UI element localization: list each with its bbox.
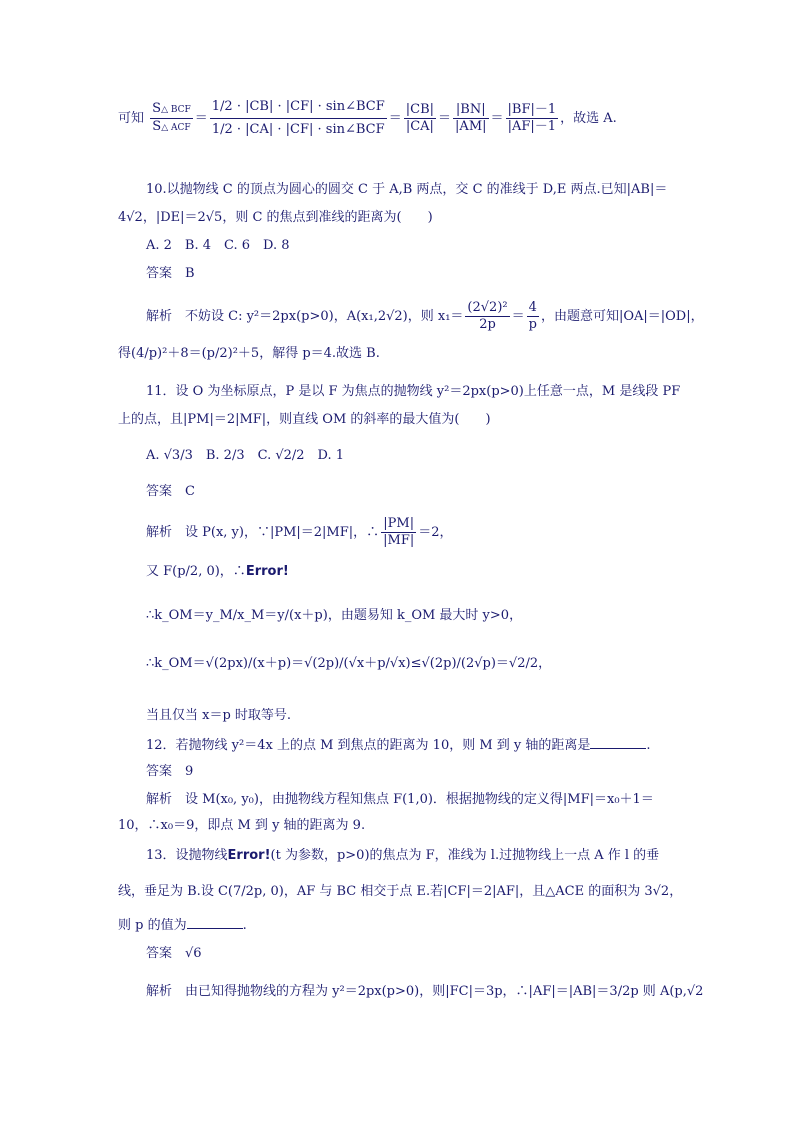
bn-am-fraction: $\frac{|BN|}{|AM|}$ bbox=[455, 102, 487, 134]
bf-af-fraction: $\frac{|BF|-1}{|AF|-1}$ bbox=[507, 102, 557, 134]
q12-solution-line1: 解析 设 M(x₀, y₀)，由抛物线方程知焦点 F(1,0)．根据抛物线的定义得|MF|＝x₀＋1＝ bbox=[146, 792, 654, 807]
cb-ca-fraction: $\frac{|CB|}{|CA|}$ bbox=[405, 102, 435, 134]
pm-mf-fraction: $\frac{|PM|}{|MF|}$ bbox=[383, 516, 415, 548]
q12-answer: 答案 9 bbox=[146, 764, 194, 779]
q12-stem-line1: 12．若抛物线 y²＝4x 上的点 M 到焦点的距离为 10，则 M 到 y 轴的距离是 . bbox=[146, 738, 651, 753]
q10-solution-line1: 解析 不妨设 C: y²＝2px(p>0)，A(x₁,2√2)，则 x₁＝ $\frac{\text{(2√2)²}}{2p}$ ＝ $\frac{4}{p}$ ，由题意可知|OA|＝|OD|， bbox=[146, 300, 704, 332]
q11-solution-line2: 又 F(p/2, 0)，∴Error! bbox=[146, 564, 289, 579]
q11-options: A. √3/3 B. 2/3 C. √2/2 D. 1 bbox=[146, 448, 345, 463]
q11-stem-line1: 11．设 O 为坐标原点，P 是以 F 为焦点的抛物线 y²＝2px(p>0)上任意一点，M 是线段 PF bbox=[146, 384, 681, 399]
answer-blank bbox=[187, 916, 243, 929]
ratio-derivation-line: 可知 $\frac{\text{S△ BCF}}{\text{S△ ACF}}$ ＝ $\frac{\text{1/2 · |CB| · |CF| · sin∠BCF}}{\text{1/2 · |CA| · |CF| · sin∠BCF}}$ ＝ $\frac{|CB|}{|CA|}$ ＝ $\frac{|BN|}{|AM|}$ ＝ $\frac{|BF|-1}{|AF|-1}$ ，故选 A. bbox=[118, 96, 617, 141]
q13-stem-line1: 13．设抛物线Error!(t 为参数，p>0)的焦点为 F，准线为 l.过抛物线上一点 A 作 l 的垂 bbox=[146, 848, 660, 863]
error-marker: Error! bbox=[245, 564, 289, 579]
four-over-p-fraction: $\frac{4}{p}$ bbox=[528, 300, 537, 332]
text-prefix: 可知 bbox=[118, 111, 145, 126]
error-marker: Error! bbox=[227, 848, 271, 863]
q11-solution-line1: 解析 设 P(x, y)，∵|PM|＝2|MF|，∴ $\frac{|PM|}{|MF|}$ ＝2， bbox=[146, 516, 453, 548]
q10-answer: 答案 B bbox=[146, 266, 195, 281]
q10-solution-line2: 得(4/p)²＋8＝(p/2)²＋5，解得 p＝4.故选 B. bbox=[118, 346, 380, 361]
q11-solution-line5: 当且仅当 x＝p 时取等号. bbox=[146, 708, 292, 723]
answer-blank bbox=[590, 736, 646, 749]
q11-solution-line3: ∴k_OM＝y_M/x_M＝y/(x＋p)，由题易知 k_OM 最大时 y>0， bbox=[146, 608, 523, 623]
q10-stem-line1: 10.以抛物线 C 的顶点为圆心的圆交 C 于 A,B 两点，交 C 的准线于 D,E 两点.已知|AB|＝ bbox=[146, 182, 668, 197]
q10-stem-line2: 4√2，|DE|＝2√5，则 C 的焦点到准线的距离为( ) bbox=[118, 210, 433, 225]
q13-stem-line2: 线，垂足为 B.设 C(7/2p, 0)，AF 与 BC 相交于点 E.若|CF|＝2|AF|，且△ACE 的面积为 3√2， bbox=[118, 884, 683, 899]
q10-options: A. 2 B. 4 C. 6 D. 8 bbox=[146, 238, 290, 253]
q11-solution-line4: ∴k_OM＝√(2px)/(x＋p)＝√(2p)/(√x＋p/√x)≤√(2p)/(2√p)＝√2/2， bbox=[146, 656, 552, 671]
x1-fraction: $\frac{\text{(2√2)²}}{2p}$ bbox=[467, 300, 508, 332]
area-ratio-fraction: $\frac{\text{S△ BCF}}{\text{S△ ACF}}$ bbox=[152, 101, 191, 134]
q12-solution-line2: 10，∴x₀＝9，即点 M 到 y 轴的距离为 9. bbox=[118, 818, 366, 833]
q13-answer: 答案 √6 bbox=[146, 946, 202, 961]
q13-stem-line3: 则 p 的值为 . bbox=[118, 918, 247, 933]
sine-area-fraction: $\frac{\text{1/2 · |CB| · |CF| · sin∠BCF}}{\text{1/2 · |CA| · |CF| · sin∠BCF}}$ bbox=[210, 96, 387, 141]
q11-answer: 答案 C bbox=[146, 484, 195, 499]
text-suffix: ，故选 A. bbox=[560, 111, 617, 126]
q13-solution-line1: 解析 由已知得抛物线的方程为 y²＝2px(p>0)，则|FC|＝3p，∴|AF|＝|AB|＝3/2p 则 A(p,√2 bbox=[146, 984, 704, 999]
q11-stem-line2: 上的点，且|PM|＝2|MF|，则直线 OM 的斜率的最大值为( ) bbox=[118, 412, 491, 427]
